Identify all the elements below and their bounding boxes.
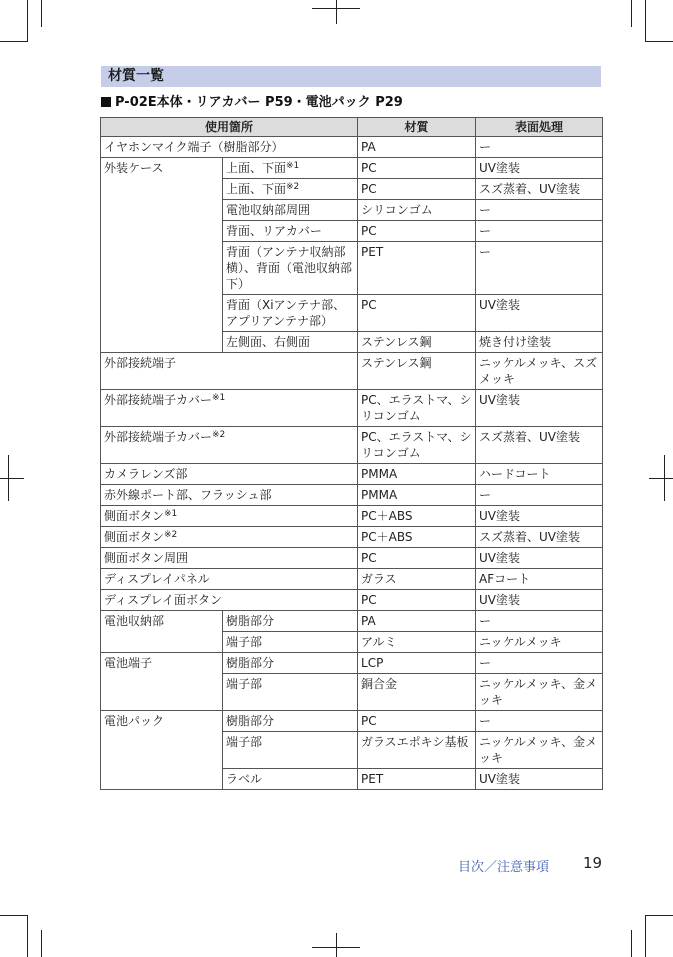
finish-cell: ー — [476, 242, 603, 295]
finish-cell: ー — [476, 137, 603, 158]
material-cell: PC — [358, 711, 476, 732]
material-cell: PC — [358, 590, 476, 611]
part-text: 側面ボタン — [104, 509, 165, 523]
square-bullet-icon — [101, 97, 111, 107]
material-cell: 銅合金 — [358, 674, 476, 711]
finish-cell: ー — [476, 711, 603, 732]
toc-precautions-link[interactable]: 目次／注意事項 — [458, 860, 550, 875]
material-cell: PET — [358, 769, 476, 790]
material-cell: PMMA — [358, 485, 476, 506]
part-cell: カメラレンズ部 — [101, 464, 358, 485]
finish-cell: ー — [476, 200, 603, 221]
finish-cell: スズ蒸着、UV塗装 — [476, 179, 603, 200]
part-cell: イヤホンマイク端子（樹脂部分） — [101, 137, 358, 158]
table-row — [101, 353, 603, 390]
finish-cell: 焼き付け塗装 — [476, 332, 603, 353]
material-cell: ガラス — [358, 569, 476, 590]
part-cell — [101, 527, 358, 548]
header-material: 材質 — [358, 118, 476, 137]
part-cell: 端子部 — [223, 674, 358, 711]
material-cell: PC＋ABS — [358, 506, 476, 527]
finish-cell: UV塗装 — [476, 295, 603, 332]
table-row — [101, 611, 603, 632]
section-title: 材質一覧 — [101, 66, 601, 87]
footnote-mark: ※2 — [286, 182, 300, 192]
finish-cell: ー — [476, 611, 603, 632]
part-cell: 左側面、右側面 — [223, 332, 358, 353]
table-row — [101, 506, 603, 527]
part-cell: ラベル — [223, 769, 358, 790]
group-cell: 外装ケース — [101, 158, 223, 353]
finish-cell: UV塗装 — [476, 158, 603, 179]
part-text: 側面ボタン — [104, 530, 165, 544]
table-row — [101, 548, 603, 569]
header-finish: 表面処理 — [476, 118, 603, 137]
part-cell: 背面、リアカバー — [223, 221, 358, 242]
footnote-mark: ※1 — [286, 161, 300, 171]
material-cell: PC — [358, 548, 476, 569]
table-header-row — [101, 118, 603, 137]
finish-cell: ー — [476, 485, 603, 506]
finish-cell: ハードコート — [476, 464, 603, 485]
part-cell: 樹脂部分 — [223, 653, 358, 674]
table-row — [101, 711, 603, 732]
part-cell: 外部接続端子 — [101, 353, 358, 390]
page-number: 19 — [583, 854, 603, 872]
material-cell: PC、エラストマ、シリコンゴム — [358, 427, 476, 464]
group-cell: 電池端子 — [101, 653, 223, 711]
part-cell — [101, 506, 358, 527]
footnote-mark: ※1 — [164, 509, 178, 519]
part-text: 外部接続端子カバー — [104, 430, 213, 444]
material-cell: PC — [358, 295, 476, 332]
finish-cell: ニッケルメッキ — [476, 632, 603, 653]
finish-cell: UV塗装 — [476, 590, 603, 611]
header-location: 使用箇所 — [101, 118, 358, 137]
footnote-mark: ※2 — [212, 430, 226, 440]
footnote-mark: ※1 — [212, 393, 226, 403]
part-cell: 端子部 — [223, 732, 358, 769]
table-row — [101, 464, 603, 485]
footnote-mark: ※2 — [164, 530, 178, 540]
subtitle-text: P-02E本体・リアカバー P59・電池パック P29 — [115, 95, 403, 110]
part-text: 上面、下面 — [226, 161, 287, 175]
material-cell: PA — [358, 137, 476, 158]
finish-cell: ニッケルメッキ、金メッキ — [476, 674, 603, 711]
finish-cell: スズ蒸着、UV塗装 — [476, 527, 603, 548]
material-cell: ステンレス鋼 — [358, 332, 476, 353]
part-text: 外部接続端子カバー — [104, 393, 213, 407]
material-cell: ステンレス鋼 — [358, 353, 476, 390]
material-cell: PC、エラストマ、シリコンゴム — [358, 390, 476, 427]
part-cell — [101, 427, 358, 464]
part-cell: 赤外線ポート部、フラッシュ部 — [101, 485, 358, 506]
table-row — [101, 390, 603, 427]
table-row — [101, 485, 603, 506]
material-cell: PMMA — [358, 464, 476, 485]
finish-cell: AFコート — [476, 569, 603, 590]
part-cell: 端子部 — [223, 632, 358, 653]
part-cell: 電池収納部周囲 — [223, 200, 358, 221]
part-cell — [223, 158, 358, 179]
table-row — [101, 590, 603, 611]
table-row — [101, 427, 603, 464]
group-cell: 電池収納部 — [101, 611, 223, 653]
table-row — [101, 569, 603, 590]
table-row — [101, 527, 603, 548]
group-cell: 電池パック — [101, 711, 223, 790]
part-cell: ディスプレイパネル — [101, 569, 358, 590]
finish-cell: UV塗装 — [476, 769, 603, 790]
material-cell: PC＋ABS — [358, 527, 476, 548]
subtitle — [101, 95, 601, 111]
material-cell: PET — [358, 242, 476, 295]
finish-cell: UV塗装 — [476, 390, 603, 427]
table-row — [101, 653, 603, 674]
part-cell: 背面（Xiアンテナ部、アプリアンテナ部） — [223, 295, 358, 332]
part-cell: 背面（アンテナ収納部横）、背面（電池収納部下） — [223, 242, 358, 295]
material-cell: PC — [358, 221, 476, 242]
material-cell: PC — [358, 158, 476, 179]
finish-cell: ニッケルメッキ、金メッキ — [476, 732, 603, 769]
finish-cell: UV塗装 — [476, 548, 603, 569]
material-cell: PA — [358, 611, 476, 632]
material-cell: ガラスエポキシ基板 — [358, 732, 476, 769]
part-cell: ディスプレイ面ボタン — [101, 590, 358, 611]
table-row — [101, 137, 603, 158]
finish-cell: ニッケルメッキ、スズメッキ — [476, 353, 603, 390]
part-cell: 側面ボタン周囲 — [101, 548, 358, 569]
part-cell — [223, 179, 358, 200]
table-row — [101, 158, 603, 179]
finish-cell: UV塗装 — [476, 506, 603, 527]
finish-cell: ー — [476, 221, 603, 242]
part-cell: 樹脂部分 — [223, 711, 358, 732]
material-cell: LCP — [358, 653, 476, 674]
part-cell: 樹脂部分 — [223, 611, 358, 632]
part-cell — [101, 390, 358, 427]
finish-cell: スズ蒸着、UV塗装 — [476, 427, 603, 464]
material-cell: PC — [358, 179, 476, 200]
finish-cell: ー — [476, 653, 603, 674]
part-text: 上面、下面 — [226, 182, 287, 196]
material-cell: アルミ — [358, 632, 476, 653]
material-cell: シリコンゴム — [358, 200, 476, 221]
materials-table — [100, 117, 603, 790]
